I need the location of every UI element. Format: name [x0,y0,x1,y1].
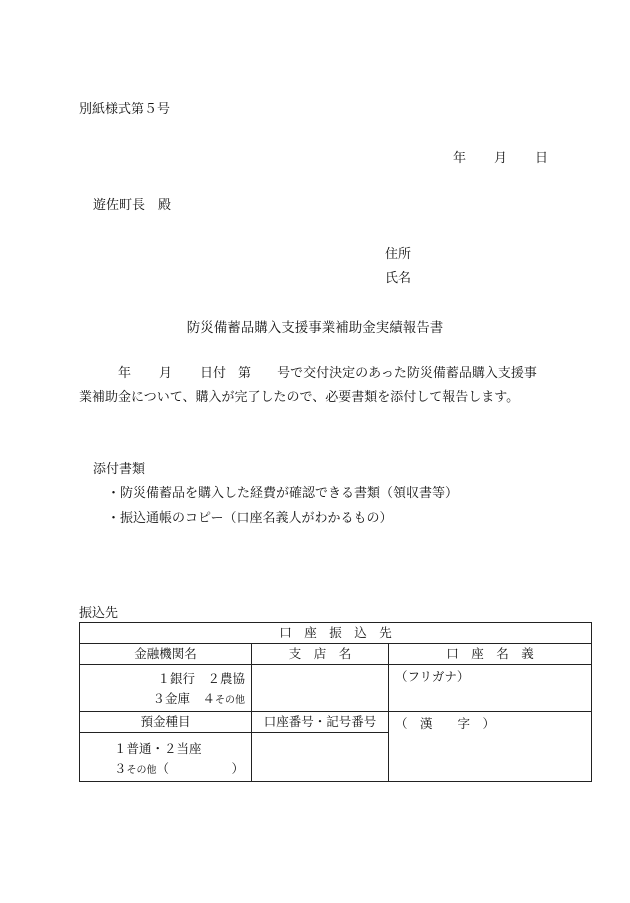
kanji-name-cell[interactable] [389,712,592,782]
attachment-item: ・振込通帳のコピー（口座名義人がわかるもの） [107,511,393,526]
body-line-1 [118,362,537,381]
document-title: 防災備蓄品購入支援事業補助金実績報告書 [186,320,444,336]
address-label: 住所 [385,247,412,262]
deposit-option-line-2: ３その他（ ） [114,761,245,776]
body-rest: 号で交付決定のあった防災備蓄品購入支援事 [277,366,537,381]
bank-option-line-2: ３金庫 ４その他 [152,691,245,706]
furigana-cell[interactable] [389,665,592,712]
kanji-label: （ 漢 字 ） [395,716,496,731]
body-date-suffix: 日付 [200,366,227,381]
body-month: 月 [159,366,173,381]
attachment-item: ・防災備蓄品を購入した経費が確認できる書類（領収書等） [107,486,459,501]
bank-name-header: 金融機関名 [80,644,252,665]
account-holder-header: 口 座 名 義 [389,644,592,665]
table-title: 口 座 振 込 先 [80,623,592,644]
attachments-heading: 添付書類 [93,462,146,477]
body-year: 年 [118,366,132,381]
date-year: 年 [453,151,467,166]
deposit-option-line-1: １普通・２当座 [114,741,202,756]
deposit-type-header: 預金種目 [80,712,252,733]
date-month: 月 [494,151,508,166]
branch-name-cell[interactable] [252,665,389,712]
branch-name-header: 支 店 名 [252,644,389,665]
account-number-cell[interactable] [252,733,389,782]
date-day: 日 [535,151,549,166]
transfer-label: 振込先 [79,606,119,621]
date-line [453,147,548,166]
furigana-label: （フリガナ） [395,669,470,684]
bank-option-line-1: １銀行 ２農協 [157,671,245,686]
account-table [79,622,592,782]
deposit-type-cell[interactable] [80,733,252,782]
body-dai: 第 [238,366,252,381]
form-number: 別紙様式第５号 [79,102,171,117]
account-number-header: 口座番号・記号番号 [252,712,389,733]
bank-type-cell[interactable] [80,665,252,712]
name-label: 氏名 [385,271,412,286]
addressee: 遊佐町長 殿 [93,198,172,213]
body-line-2: 業補助金について、購入が完了したので、必要書類を添付して報告します。 [79,390,520,405]
